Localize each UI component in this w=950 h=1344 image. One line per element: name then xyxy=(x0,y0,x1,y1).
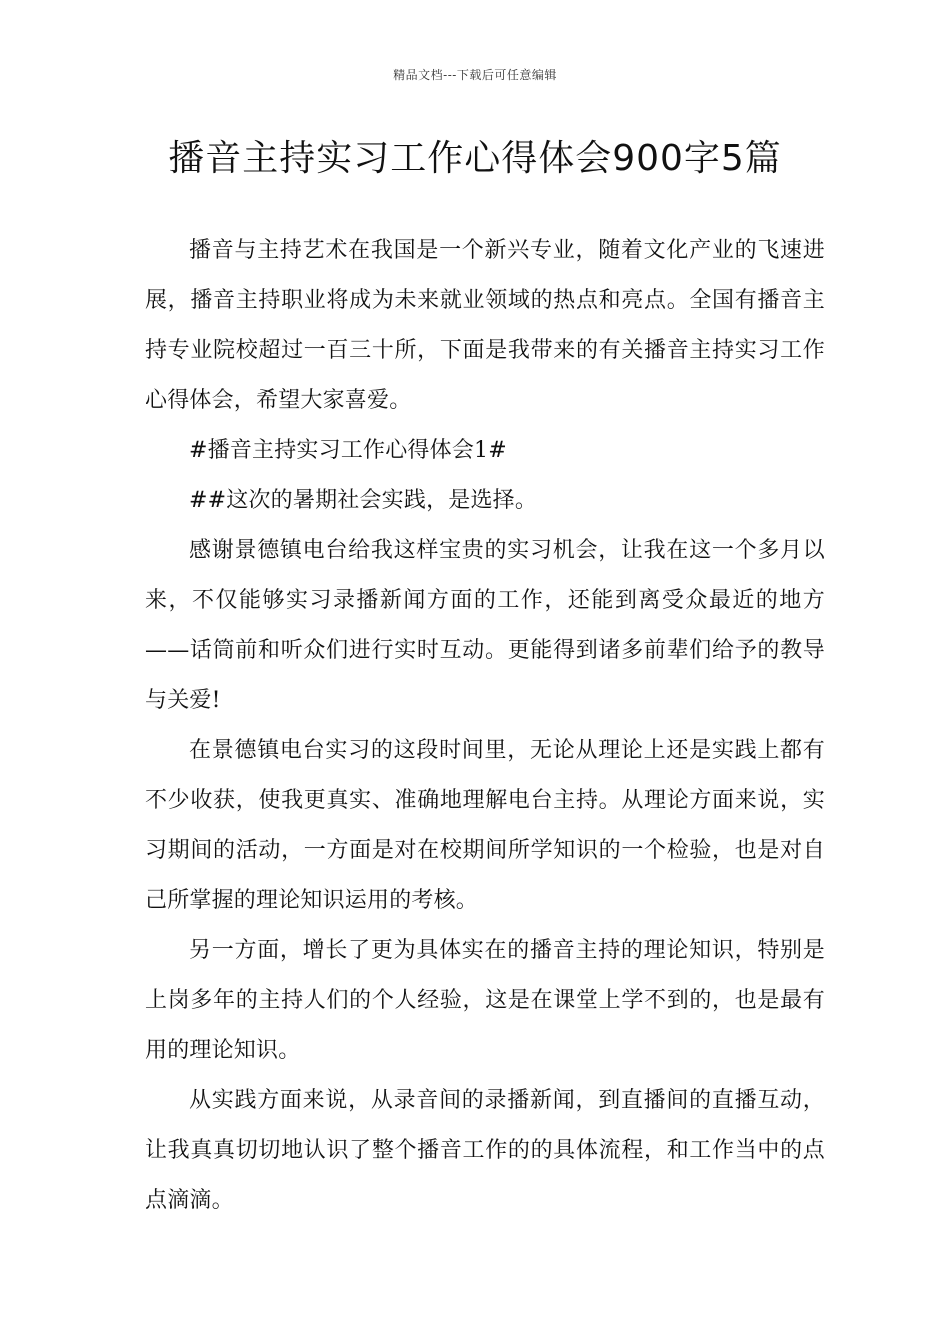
paragraph: 感谢景德镇电台给我这样宝贵的实习机会，让我在这一个多月以来，不仅能够实习录播新闻方面的工作，还能到离受众最近的地方——话筒前和听众们进行实时互动。更能得到诸多前辈们给予的教导与关爱! xyxy=(145,538,825,713)
document-body xyxy=(145,226,825,1226)
paragraph: 在景德镇电台实习的这段时间里，无论从理论上还是实践上都有不少收获，使我更真实、准确地理解电台主持。从理论方面来说，实习期间的活动，一方面是对在校期间所学知识的一个检验，也是对自己所掌握的理论知识运用的考核。 xyxy=(145,738,825,913)
header-note: 精品文档---下载后可任意编辑 xyxy=(393,68,557,82)
subsection-heading: ##这次的暑期社会实践，是选择。 xyxy=(189,488,538,513)
paragraph: 另一方面，增长了更为具体实在的播音主持的理论知识，特别是上岗多年的主持人们的个人经验，这是在课堂上学不到的，也是最有用的理论知识。 xyxy=(145,938,825,1063)
document-title: 播音主持实习工作心得体会900字5篇 xyxy=(168,138,782,179)
paragraph-intro: 播音与主持艺术在我国是一个新兴专业，随着文化产业的飞速进展，播音主持职业将成为未来就业领域的热点和亮点。全国有播音主持专业院校超过一百三十所，下面是我带来的有关播音主持实习工作心得体会，希望大家喜爱。 xyxy=(145,238,825,413)
paragraph: 从实践方面来说，从录音间的录播新闻，到直播间的直播互动，让我真真切切地认识了整个播音工作的的具体流程，和工作当中的点点滴滴。 xyxy=(145,1088,825,1213)
section-heading: #播音主持实习工作心得体会1# xyxy=(189,438,507,463)
